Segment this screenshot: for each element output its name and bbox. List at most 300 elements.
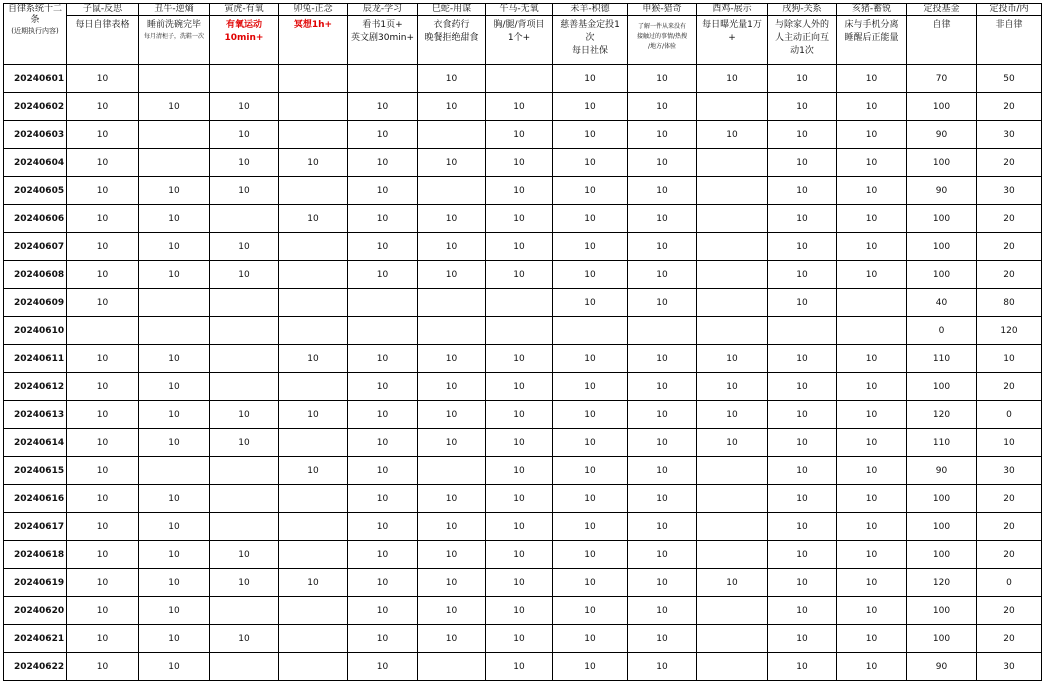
score-cell: 10 — [837, 485, 907, 513]
score-cell — [210, 289, 279, 317]
score-cell: 10 — [628, 205, 697, 233]
description-line: 晚餐拒绝甜食 — [424, 33, 479, 43]
score-cell: 10 — [553, 93, 628, 121]
score-cell — [697, 485, 768, 513]
score-cell: 10 — [348, 121, 418, 149]
score-cell: 10 — [837, 569, 907, 597]
description-line: 英文剧30min+ — [351, 33, 414, 43]
table-row — [4, 457, 1042, 485]
score-cell: 10 — [628, 485, 697, 513]
score-cell: 10 — [67, 93, 139, 121]
score-cell: 10 — [67, 485, 139, 513]
header-row-names — [4, 4, 1042, 16]
score-cell: 10 — [837, 233, 907, 261]
description-line: 了解一件从来没有 — [637, 23, 686, 30]
score-cell — [697, 205, 768, 233]
score-cell: 10 — [279, 205, 348, 233]
score-cell: 10 — [139, 261, 210, 289]
score-cell: 10 — [628, 457, 697, 485]
score-cell: 10 — [139, 541, 210, 569]
score-cell: 10 — [348, 457, 418, 485]
score-cell: 10 — [210, 261, 279, 289]
score-cell: 10 — [837, 177, 907, 205]
description-line: 次 — [585, 33, 595, 43]
score-cell: 10 — [486, 177, 553, 205]
column-header-description — [486, 16, 553, 65]
column-header-description — [418, 16, 486, 65]
score-cell: 10 — [67, 541, 139, 569]
score-cell: 10 — [486, 373, 553, 401]
description-line: 睡醒后正能量 — [844, 33, 899, 43]
score-cell: 10 — [486, 569, 553, 597]
score-cell: 10 — [553, 597, 628, 625]
score-cell: 10 — [768, 597, 837, 625]
score-cell: 10 — [67, 65, 139, 93]
score-cell: 20 — [977, 625, 1042, 653]
score-cell — [348, 65, 418, 93]
column-header-description — [628, 16, 697, 65]
score-cell: 10 — [837, 261, 907, 289]
score-cell: 10 — [67, 513, 139, 541]
score-cell: 20 — [977, 149, 1042, 177]
score-cell: 110 — [907, 345, 977, 373]
score-cell: 10 — [837, 513, 907, 541]
score-cell — [697, 289, 768, 317]
corner-subtitle: (近期执行内容) — [11, 27, 59, 35]
score-cell: 20 — [977, 513, 1042, 541]
description-line: 接触过的事情/热搜 — [636, 33, 688, 40]
score-cell: 10 — [486, 345, 553, 373]
score-cell: 10 — [553, 121, 628, 149]
score-cell: 10 — [348, 569, 418, 597]
score-cell: 10 — [553, 653, 628, 681]
score-cell: 10 — [348, 513, 418, 541]
description-line: 床与手机分离 — [844, 20, 899, 30]
score-cell: 10 — [768, 625, 837, 653]
score-cell: 10 — [628, 149, 697, 177]
score-cell — [139, 149, 210, 177]
score-cell: 10 — [768, 177, 837, 205]
score-cell: 10 — [279, 569, 348, 597]
score-cell: 10 — [348, 345, 418, 373]
score-cell — [279, 93, 348, 121]
score-cell — [139, 289, 210, 317]
score-cell: 10 — [279, 345, 348, 373]
score-cell: 10 — [553, 177, 628, 205]
score-cell: 10 — [628, 401, 697, 429]
table-row — [4, 65, 1042, 93]
date-cell: 20240607 — [4, 233, 67, 261]
score-cell: 10 — [486, 261, 553, 289]
score-cell: 10 — [768, 149, 837, 177]
header-row-descriptions — [4, 16, 1042, 65]
score-cell — [279, 373, 348, 401]
score-cell — [348, 317, 418, 345]
column-header-description — [279, 16, 348, 65]
column-header-description — [768, 16, 837, 65]
score-cell: 10 — [418, 485, 486, 513]
score-cell: 10 — [139, 345, 210, 373]
date-cell: 20240619 — [4, 569, 67, 597]
table-row — [4, 149, 1042, 177]
date-cell: 20240621 — [4, 625, 67, 653]
score-cell: 10 — [768, 93, 837, 121]
description-line: 非自律 — [995, 20, 1023, 30]
score-cell: 100 — [907, 233, 977, 261]
column-header-name: 戌狗-关系 — [768, 4, 837, 16]
score-cell: 10 — [628, 373, 697, 401]
score-cell: 10 — [210, 177, 279, 205]
column-header-name: 子鼠-反思 — [67, 4, 139, 16]
score-cell: 10 — [768, 121, 837, 149]
score-cell: 0 — [907, 317, 977, 345]
score-cell: 10 — [67, 569, 139, 597]
score-cell: 100 — [907, 485, 977, 513]
score-cell: 10 — [210, 149, 279, 177]
table-row — [4, 233, 1042, 261]
score-cell: 10 — [837, 401, 907, 429]
score-cell — [697, 317, 768, 345]
description-line: 与除家人外的 — [774, 20, 829, 30]
score-cell: 10 — [139, 569, 210, 597]
score-cell: 30 — [977, 177, 1042, 205]
date-cell: 20240614 — [4, 429, 67, 457]
score-cell: 10 — [768, 429, 837, 457]
score-cell — [279, 261, 348, 289]
description-line: 1个+ — [507, 33, 531, 43]
score-cell: 10 — [418, 149, 486, 177]
score-cell — [279, 653, 348, 681]
score-cell: 10 — [768, 345, 837, 373]
score-cell — [210, 373, 279, 401]
score-cell: 10 — [418, 513, 486, 541]
description-line: 慈善基金定投1 — [560, 20, 620, 30]
score-cell: 100 — [907, 597, 977, 625]
score-cell — [279, 485, 348, 513]
score-cell: 10 — [348, 597, 418, 625]
score-cell — [210, 597, 279, 625]
score-cell: 10 — [418, 401, 486, 429]
column-header-description — [67, 16, 139, 65]
score-cell: 10 — [67, 625, 139, 653]
score-cell — [210, 317, 279, 345]
score-cell: 10 — [697, 569, 768, 597]
score-cell — [418, 653, 486, 681]
table-row — [4, 625, 1042, 653]
column-header-name: 午马-无氧 — [486, 4, 553, 16]
score-cell: 10 — [139, 93, 210, 121]
table-row — [4, 513, 1042, 541]
table-row — [4, 541, 1042, 569]
score-cell — [210, 65, 279, 93]
column-header-name: 辰龙-学习 — [348, 4, 418, 16]
score-cell: 10 — [553, 65, 628, 93]
score-cell — [67, 317, 139, 345]
score-cell: 100 — [907, 625, 977, 653]
score-cell — [697, 625, 768, 653]
score-cell — [139, 457, 210, 485]
score-cell: 10 — [553, 373, 628, 401]
description-line: 自律 — [932, 20, 951, 30]
column-header-name: 定投币/内 — [977, 4, 1042, 16]
score-cell: 10 — [139, 625, 210, 653]
score-cell: 10 — [418, 569, 486, 597]
score-cell: 100 — [907, 513, 977, 541]
score-cell: 10 — [768, 289, 837, 317]
score-cell — [768, 317, 837, 345]
score-cell: 10 — [768, 513, 837, 541]
score-cell: 10 — [628, 177, 697, 205]
column-header-description — [977, 16, 1042, 65]
column-header-name: 丑牛-逆熵 — [139, 4, 210, 16]
score-cell: 10 — [486, 597, 553, 625]
score-cell: 10 — [486, 233, 553, 261]
column-header-description — [139, 16, 210, 65]
score-cell: 10 — [486, 429, 553, 457]
date-cell: 20240622 — [4, 653, 67, 681]
score-cell — [348, 289, 418, 317]
score-cell — [210, 653, 279, 681]
score-cell — [210, 345, 279, 373]
column-header-name: 申猴-猎奇 — [628, 4, 697, 16]
table-row — [4, 569, 1042, 597]
score-cell — [279, 429, 348, 457]
score-cell: 10 — [67, 429, 139, 457]
score-cell: 10 — [139, 401, 210, 429]
score-cell: 10 — [553, 457, 628, 485]
date-cell: 20240620 — [4, 597, 67, 625]
score-cell: 10 — [348, 93, 418, 121]
score-cell: 10 — [418, 233, 486, 261]
score-cell: 10 — [279, 149, 348, 177]
table-row — [4, 261, 1042, 289]
score-cell — [837, 317, 907, 345]
description-line: 看书1页+ — [362, 20, 403, 30]
score-cell: 10 — [348, 429, 418, 457]
score-cell: 10 — [67, 261, 139, 289]
description-line: 每日社保 — [571, 46, 608, 56]
score-cell: 10 — [768, 401, 837, 429]
score-cell — [418, 177, 486, 205]
score-cell: 10 — [628, 233, 697, 261]
column-header-description — [553, 16, 628, 65]
corner-title: 自律系统十二条 — [7, 4, 62, 25]
score-cell — [697, 149, 768, 177]
score-cell: 10 — [837, 149, 907, 177]
score-cell: 80 — [977, 289, 1042, 317]
description-line: 胸/腿/背项目 — [493, 20, 545, 30]
score-cell: 110 — [907, 429, 977, 457]
score-cell — [697, 177, 768, 205]
column-header-name: 酉鸡-展示 — [697, 4, 768, 16]
score-cell: 10 — [418, 541, 486, 569]
score-cell: 10 — [210, 121, 279, 149]
column-header-name: 巳蛇-用谋 — [418, 4, 486, 16]
score-cell: 10 — [348, 205, 418, 233]
score-cell: 20 — [977, 541, 1042, 569]
date-cell: 20240616 — [4, 485, 67, 513]
score-cell: 10 — [553, 541, 628, 569]
score-cell: 10 — [837, 373, 907, 401]
score-cell: 40 — [907, 289, 977, 317]
score-cell: 10 — [628, 65, 697, 93]
score-cell: 10 — [768, 373, 837, 401]
score-cell: 10 — [67, 205, 139, 233]
score-cell: 100 — [907, 149, 977, 177]
score-cell: 10 — [139, 513, 210, 541]
score-cell: 10 — [348, 541, 418, 569]
score-cell: 10 — [348, 401, 418, 429]
score-cell: 10 — [837, 205, 907, 233]
score-cell: 10 — [139, 429, 210, 457]
score-cell: 100 — [907, 541, 977, 569]
score-cell — [279, 541, 348, 569]
score-cell: 100 — [907, 93, 977, 121]
score-cell: 10 — [628, 625, 697, 653]
column-header-name: 卯兔-正念 — [279, 4, 348, 16]
score-cell — [837, 289, 907, 317]
score-cell: 100 — [907, 373, 977, 401]
score-cell — [279, 121, 348, 149]
score-cell: 10 — [418, 93, 486, 121]
score-cell: 10 — [553, 429, 628, 457]
score-cell: 10 — [768, 541, 837, 569]
score-cell: 10 — [768, 457, 837, 485]
score-cell: 10 — [628, 289, 697, 317]
score-cell — [697, 93, 768, 121]
score-cell: 10 — [486, 457, 553, 485]
score-cell: 10 — [418, 429, 486, 457]
column-header-description — [837, 16, 907, 65]
score-cell: 30 — [977, 121, 1042, 149]
score-cell: 10 — [837, 429, 907, 457]
date-cell: 20240608 — [4, 261, 67, 289]
date-cell: 20240611 — [4, 345, 67, 373]
score-cell: 10 — [348, 485, 418, 513]
score-cell: 10 — [768, 233, 837, 261]
score-cell: 10 — [486, 653, 553, 681]
table-row — [4, 93, 1042, 121]
score-cell — [139, 65, 210, 93]
score-cell: 30 — [977, 653, 1042, 681]
description-line: 冥想1h+ — [293, 20, 333, 30]
score-cell: 10 — [279, 457, 348, 485]
column-header-description — [697, 16, 768, 65]
score-cell: 10 — [67, 121, 139, 149]
score-cell — [279, 177, 348, 205]
score-cell: 10 — [837, 457, 907, 485]
score-cell: 10 — [837, 65, 907, 93]
score-cell: 10 — [139, 485, 210, 513]
score-cell — [210, 205, 279, 233]
score-cell: 10 — [348, 149, 418, 177]
column-header-description — [907, 16, 977, 65]
table-row — [4, 373, 1042, 401]
date-cell: 20240618 — [4, 541, 67, 569]
score-cell: 10 — [628, 569, 697, 597]
score-cell: 10 — [418, 373, 486, 401]
column-header-description — [210, 16, 279, 65]
score-cell: 10 — [553, 205, 628, 233]
description-line: + — [728, 33, 736, 43]
score-cell: 10 — [628, 429, 697, 457]
table-row — [4, 429, 1042, 457]
score-cell: 10 — [348, 177, 418, 205]
score-cell: 10 — [418, 597, 486, 625]
score-cell: 10 — [67, 597, 139, 625]
column-header-name: 寅虎-有氧 — [210, 4, 279, 16]
date-cell: 20240613 — [4, 401, 67, 429]
score-cell: 10 — [768, 205, 837, 233]
score-cell: 10 — [697, 401, 768, 429]
score-cell: 10 — [553, 485, 628, 513]
score-cell: 10 — [697, 429, 768, 457]
score-cell: 10 — [210, 541, 279, 569]
score-cell: 10 — [628, 597, 697, 625]
score-cell: 10 — [139, 373, 210, 401]
score-cell: 10 — [837, 625, 907, 653]
description-line: 每日曝光量1万 — [702, 20, 762, 30]
score-cell: 90 — [907, 121, 977, 149]
score-cell — [418, 317, 486, 345]
score-cell: 10 — [768, 65, 837, 93]
score-cell: 90 — [907, 177, 977, 205]
date-cell: 20240606 — [4, 205, 67, 233]
score-cell: 30 — [977, 457, 1042, 485]
score-cell — [139, 317, 210, 345]
date-cell: 20240601 — [4, 65, 67, 93]
score-cell: 10 — [486, 513, 553, 541]
table-row — [4, 177, 1042, 205]
score-cell: 10 — [837, 121, 907, 149]
table-row — [4, 121, 1042, 149]
score-cell — [210, 457, 279, 485]
date-cell: 20240605 — [4, 177, 67, 205]
score-cell: 10 — [486, 401, 553, 429]
score-cell — [279, 289, 348, 317]
score-cell: 10 — [210, 233, 279, 261]
score-cell: 10 — [697, 65, 768, 93]
score-cell: 120 — [907, 569, 977, 597]
score-cell: 90 — [907, 653, 977, 681]
score-cell: 100 — [907, 205, 977, 233]
date-cell: 20240610 — [4, 317, 67, 345]
score-cell — [697, 597, 768, 625]
score-cell: 10 — [768, 485, 837, 513]
score-cell: 100 — [907, 261, 977, 289]
table-row — [4, 401, 1042, 429]
table-row — [4, 485, 1042, 513]
score-cell: 10 — [139, 233, 210, 261]
table-row — [4, 597, 1042, 625]
column-header-name: 定投基金 — [907, 4, 977, 16]
score-cell: 10 — [67, 345, 139, 373]
score-cell — [279, 65, 348, 93]
score-cell: 10 — [486, 205, 553, 233]
score-cell: 10 — [486, 93, 553, 121]
score-cell: 10 — [837, 597, 907, 625]
score-cell: 10 — [697, 345, 768, 373]
score-cell: 10 — [67, 653, 139, 681]
score-cell: 10 — [837, 653, 907, 681]
table-row — [4, 205, 1042, 233]
score-cell — [697, 233, 768, 261]
score-cell: 10 — [553, 345, 628, 373]
score-cell — [628, 317, 697, 345]
score-cell: 10 — [553, 401, 628, 429]
score-cell — [697, 261, 768, 289]
score-cell: 10 — [486, 121, 553, 149]
